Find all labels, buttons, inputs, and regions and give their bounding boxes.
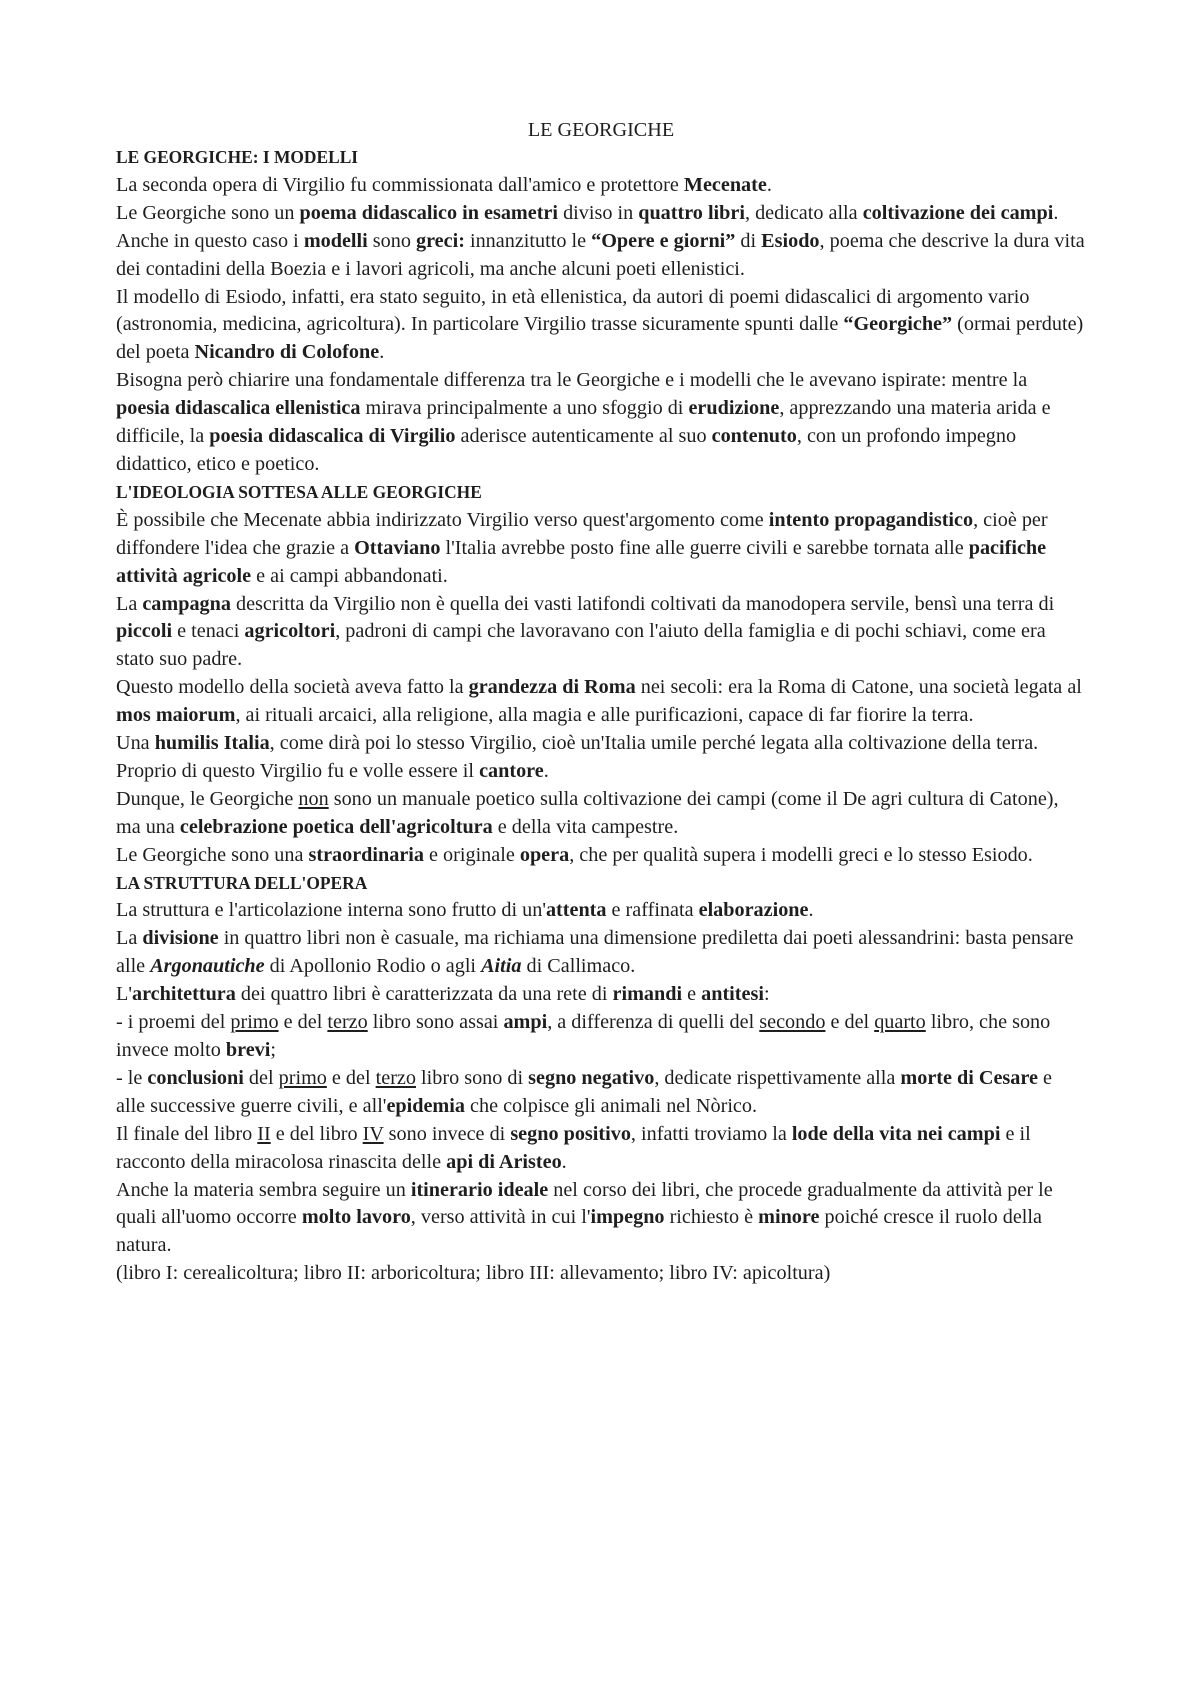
text-run: , a differenza di quelli del — [547, 1011, 760, 1034]
bold-text: greci: — [415, 229, 465, 252]
text-run: - le — [116, 1066, 148, 1089]
bold-text: cantore — [479, 759, 544, 782]
bold-text: intento propagandistico — [768, 508, 974, 531]
text-run: e — [682, 983, 702, 1006]
italic-bold-text: Argonautiche — [150, 955, 265, 978]
bold-text: poema didascalico in esametri — [299, 201, 559, 224]
section-heading: LA STRUTTURA DELL'OPERA — [116, 872, 368, 893]
bold-text: “Opere e giorni” — [591, 229, 736, 252]
paragraph — [116, 674, 1086, 730]
text-run: . — [1053, 201, 1059, 224]
bold-text: quattro libri — [638, 201, 745, 224]
bold-text: contenuto — [711, 425, 797, 448]
bold-text: campagna — [142, 592, 231, 615]
text-run: l'Italia avrebbe posto fine alle guerre civili e sarebbe tornata alle — [440, 536, 969, 559]
bold-text: segno negativo — [528, 1066, 655, 1089]
text-run: di Apollonio Rodio o agli — [264, 955, 482, 978]
paragraph — [116, 1260, 1086, 1288]
text-run: sono un manuale poetico sulla coltivazione dei campi (come il De agri cultura di Catone), ma una — [116, 787, 1059, 838]
text-run: . — [808, 899, 814, 922]
text-run: nel corso dei libri, che procede gradualmente da attività per le quali all'uomo occorre — [116, 1178, 1053, 1229]
paragraph — [116, 367, 1086, 479]
paragraph — [116, 228, 1086, 284]
text-run: e ai campi abbandonati. — [251, 564, 448, 587]
bold-text: humilis Italia — [154, 732, 270, 755]
bold-text: rimandi — [612, 983, 683, 1006]
text-run: Bisogna però chiarire una fondamentale differenza tra le Georgiche e i modelli che le avevano ispirate: mentre la — [116, 369, 1028, 392]
text-run: ; — [270, 1039, 276, 1061]
text-run: Questo modello della società aveva fatto la — [116, 676, 469, 699]
text-run: sono — [367, 229, 416, 252]
text-run: . — [543, 759, 549, 782]
bold-text: conclusioni — [147, 1066, 244, 1089]
underlined-text: terzo — [375, 1066, 416, 1089]
bold-text: pacifiche attività agricole — [116, 536, 1047, 587]
document-body — [116, 144, 1086, 1288]
text-run: mirava principalmente a uno sfoggio di — [360, 397, 689, 420]
italic-bold-text: Aitia — [481, 955, 522, 978]
text-run: e originale — [424, 843, 520, 866]
paragraph — [116, 1009, 1086, 1065]
text-run: (libro I: cerealicoltura; libro II: arboricoltura; libro III: allevamento; libro IV: apicoltura) — [116, 1262, 831, 1285]
text-run: descritta da Virgilio non è quella dei vasti latifondi coltivati da manodopera servile, bensì una terra di — [230, 592, 1055, 615]
bold-text: Ottaviano — [354, 536, 441, 559]
underlined-text: quarto — [874, 1011, 926, 1034]
text-run: e del — [278, 1011, 328, 1034]
bold-text: epidemia — [386, 1094, 465, 1117]
text-run: richiesto è — [664, 1206, 759, 1229]
text-run: , poema che descrive la dura vita dei contadini della Boezia e i lavori agricoli, ma anche alcuni poeti ellenistici. — [116, 229, 1085, 280]
text-run: dei quattro libri è caratterizzata da una rete di — [235, 983, 613, 1006]
bold-text: agricoltori — [244, 620, 336, 643]
text-run: La — [116, 927, 143, 950]
text-run: , ai rituali arcaici, alla religione, alla magia e alle purificazioni, capace di far fiorire la terra. — [235, 704, 974, 727]
text-run: , verso attività in cui l' — [410, 1206, 591, 1229]
bold-text: Mecenate — [683, 173, 767, 196]
bold-text: coltivazione dei campi — [862, 201, 1054, 224]
text-run: Il modello di Esiodo, infatti, era stato seguito, in età ellenistica, da autori di poemi didascalici di argomento vario (astronomia, medicina, agricoltura). In particolare Virgilio trasse sicuramente spunti dalle — [116, 285, 1030, 336]
text-run: Anche in questo caso i — [116, 229, 304, 252]
bold-text: straordinaria — [308, 843, 424, 866]
text-run: sono invece di — [383, 1122, 511, 1145]
text-run: diviso in — [558, 201, 639, 224]
text-run: e del — [326, 1066, 376, 1089]
bold-text: antitesi — [701, 983, 764, 1006]
text-run: Anche la materia sembra seguire un — [116, 1178, 411, 1201]
bold-text: divisione — [142, 927, 219, 950]
bold-text: Esiodo — [761, 229, 820, 252]
underlined-text: primo — [230, 1011, 279, 1034]
text-run: , dedicato alla — [744, 201, 863, 224]
bold-text: impegno — [590, 1206, 665, 1229]
text-run: che colpisce gli animali nel Nòrico. — [464, 1094, 758, 1117]
text-run: La struttura e l'articolazione interna sono frutto di un' — [116, 899, 546, 922]
text-run: Una — [116, 732, 155, 755]
bold-text: elaborazione — [698, 899, 809, 922]
text-run: La seconda opera di Virgilio fu commissionata dall'amico e protettore — [116, 173, 684, 196]
text-run: : — [763, 983, 770, 1006]
text-run: - i proemi del — [116, 1011, 231, 1034]
bold-text: architettura — [131, 983, 236, 1006]
bold-text: lode della vita nei campi — [791, 1122, 1001, 1145]
bold-text: erudizione — [688, 397, 780, 420]
bold-text: modelli — [303, 229, 368, 252]
text-run: libro sono di — [416, 1066, 529, 1089]
text-run: Le Georgiche sono una — [116, 843, 309, 866]
text-run: La — [116, 592, 143, 615]
text-run: e tenaci — [172, 620, 245, 643]
section-heading: LE GEORGICHE: I MODELLI — [116, 147, 359, 167]
document-page — [116, 116, 1086, 1288]
paragraph — [116, 981, 1086, 1009]
paragraph — [116, 897, 1086, 925]
paragraph — [116, 1177, 1086, 1261]
text-run: Il finale del libro — [116, 1122, 258, 1145]
text-run: , come dirà poi lo stesso Virgilio, cioè un'Italia umile perché legata alla coltivazione della terra. Proprio di questo Virgilio fu e volle essere il — [116, 732, 1039, 782]
text-run: libro, che sono invece molto — [116, 1011, 1051, 1061]
text-run: , infatti troviamo la — [630, 1122, 792, 1145]
paragraph — [116, 591, 1086, 675]
text-run: e il racconto della miracolosa rinascita delle — [116, 1122, 1031, 1173]
document-title: LE GEORGICHE — [527, 119, 675, 141]
text-run: , padroni di campi che lavoravano con l'aiuto della famiglia e di pochi schiavi, come era stato suo padre. — [116, 620, 1046, 671]
text-run: in quattro libri non è casuale, ma richiama una dimensione prediletta dai poeti alessandrini: basta pensare alle — [116, 927, 1074, 978]
text-run: , dedicate rispettivamente alla — [654, 1066, 901, 1089]
paragraph — [116, 786, 1086, 842]
text-run: . — [561, 1150, 567, 1173]
paragraph — [116, 507, 1086, 591]
bold-text: attenta — [545, 899, 607, 922]
text-run: di — [735, 229, 762, 252]
text-run: innanzitutto le — [464, 229, 592, 252]
bold-text: ampi — [503, 1011, 548, 1034]
text-run: aderisce autenticamente al suo — [455, 425, 712, 448]
underlined-text: secondo — [759, 1011, 826, 1034]
text-run: e della vita campestre. — [492, 815, 679, 838]
text-run: (ormai perdute) del poeta — [116, 313, 1084, 364]
bold-text: grandezza di Roma — [468, 676, 636, 699]
text-run: , che per qualità supera i modelli greci e lo stesso Esiodo. — [569, 843, 1033, 866]
underlined-text: IV — [362, 1122, 384, 1145]
bold-text: poesia didascalica di Virgilio — [209, 425, 456, 448]
paragraph — [116, 1065, 1086, 1121]
bold-text: mos maiorum — [116, 704, 236, 727]
bold-text: opera — [519, 843, 570, 866]
bold-text: celebrazione poetica dell'agricoltura — [179, 815, 493, 838]
text-run: . — [379, 341, 385, 364]
text-run: libro sono assai — [367, 1011, 504, 1034]
text-run: e raffinata — [606, 899, 699, 922]
text-run: . — [766, 173, 772, 196]
underlined-text: II — [257, 1122, 271, 1145]
bold-text: brevi — [225, 1039, 271, 1061]
bold-text: api di Aristeo — [446, 1150, 562, 1173]
section-heading: L'IDEOLOGIA SOTTESA ALLE GEORGICHE — [116, 481, 482, 502]
text-run: , con un profondo impegno didattico, etico e poetico. — [116, 425, 1017, 475]
bold-text: morte di Cesare — [900, 1066, 1038, 1089]
text-run: Le Georgiche sono un — [116, 201, 300, 224]
bold-text: piccoli — [116, 620, 173, 643]
paragraph — [116, 925, 1086, 981]
bold-text: itinerario ideale — [410, 1178, 549, 1201]
paragraph — [116, 730, 1086, 786]
text-run: del — [243, 1066, 279, 1089]
bold-text: “Georgiche” — [843, 313, 953, 336]
text-run: e del — [825, 1011, 875, 1034]
text-run: , apprezzando una materia arida e difficile, la — [116, 397, 1051, 448]
text-run: , cioè per diffondere l'idea che grazie a — [116, 508, 1048, 559]
text-run: Dunque, le Georgiche — [116, 787, 299, 810]
paragraph — [116, 284, 1086, 368]
text-run: e del libro — [270, 1122, 363, 1145]
text-run: È possibile che Mecenate abbia indirizzato Virgilio verso quest'argomento come — [116, 508, 769, 531]
paragraph — [116, 1121, 1086, 1177]
underlined-text: non — [298, 787, 329, 810]
text-run: nei secoli: era la Roma di Catone, una società legata al — [635, 676, 1082, 699]
bold-text: poesia didascalica ellenistica — [116, 397, 361, 420]
bold-text: minore — [758, 1206, 820, 1229]
bold-text: molto lavoro — [301, 1206, 411, 1229]
text-run: poiché cresce il ruolo della natura. — [116, 1206, 1042, 1257]
text-run: di Callimaco. — [521, 955, 636, 978]
paragraph — [116, 200, 1086, 228]
underlined-text: terzo — [327, 1011, 368, 1034]
paragraph — [116, 842, 1086, 870]
text-run: e alle successive guerre civili, e all' — [116, 1066, 1052, 1117]
bold-text: Nicandro di Colofone — [194, 341, 380, 364]
text-run: L' — [116, 983, 132, 1006]
bold-text: segno positivo — [510, 1122, 631, 1145]
paragraph — [116, 172, 1086, 200]
underlined-text: primo — [278, 1066, 327, 1089]
